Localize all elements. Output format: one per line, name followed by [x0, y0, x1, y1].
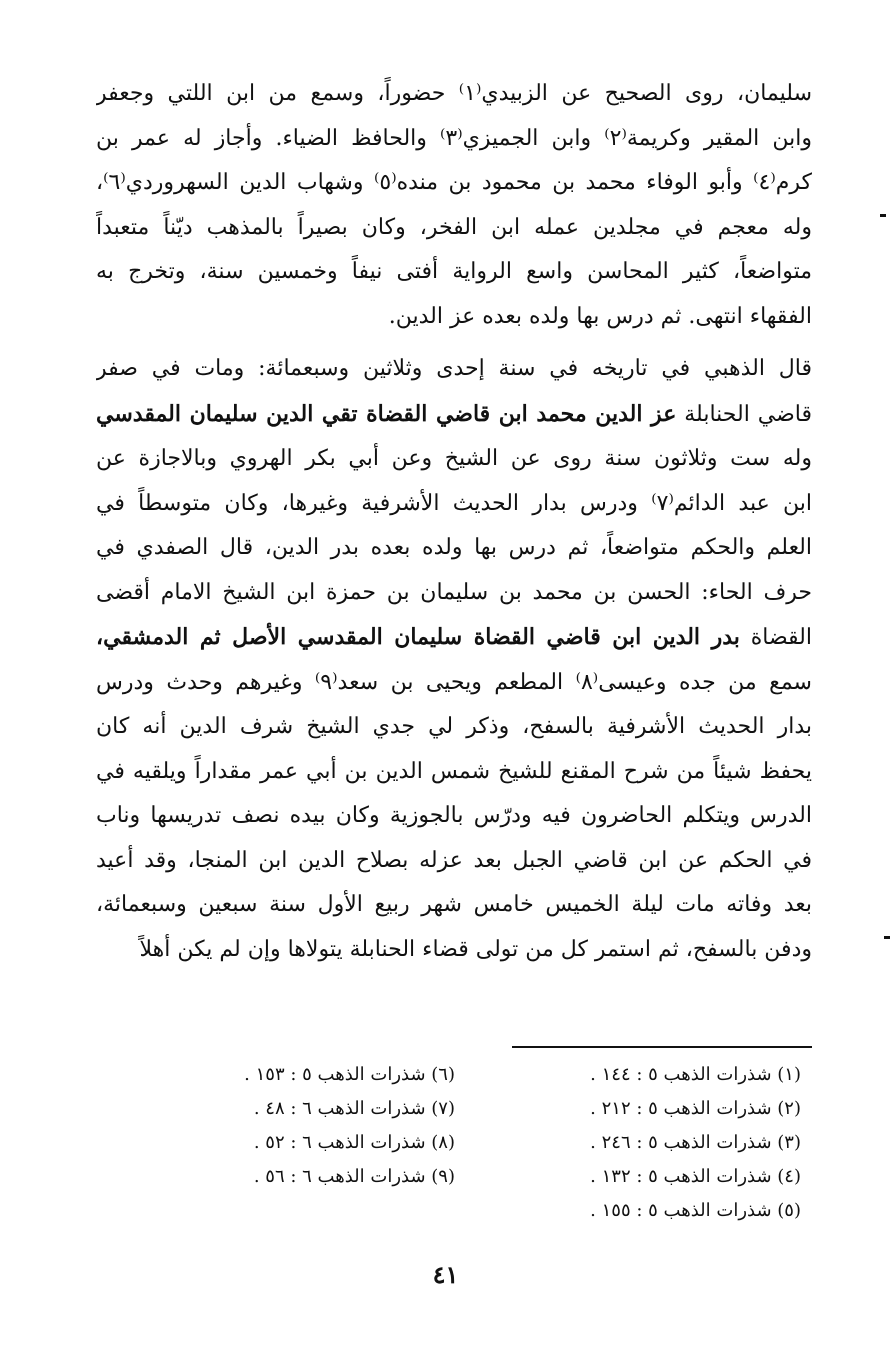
text-line	[96, 161, 812, 206]
text-run: القضاة	[739, 625, 812, 650]
text-run: حرف الحاء: الحسن بن محمد بن سليمان بن حمزة ابن الشيخ الامام أقضى	[96, 579, 812, 605]
text-line	[96, 615, 812, 661]
text-run: وابن المقير وكريمة⁽٢⁾ وابن الجميزي⁽٣⁾ والحافظ الضياء. وأجاز له عمر بن	[96, 125, 812, 151]
text-line	[96, 794, 812, 839]
text-run: في الحكم عن ابن قاضي الجبل بعد عزله بصلاح الدين ابن المنجا، وقد أعيد	[96, 847, 812, 873]
text-run: سمع من جده وعيسى⁽٨⁾ المطعم ويحيى بن سعد⁽٩⁾ وغيرهم وحدث ودرس	[96, 669, 812, 695]
paragraph	[96, 72, 812, 339]
footnote: (٩) شذرات الذهب ٦ : ٥٦ .	[253, 1166, 455, 1187]
text-line	[96, 705, 812, 750]
text-run: وله معجم في مجلدين عمله ابن الفخر، وكان بصيراً بالمذهب ديّناً متعبداً	[96, 214, 812, 240]
text-line	[96, 295, 812, 340]
footnotes-right-column	[551, 1058, 801, 1228]
text-line	[96, 72, 812, 117]
text-run: الدرس ويتكلم الحاضرون فيه ودرّس بالجوزية وكان بيده نصف تدريسها وناب	[96, 803, 812, 828]
page-number: ٤١	[432, 1260, 459, 1289]
footnote: (٤) شذرات الذهب ٥ : ١٣٢ .	[590, 1166, 801, 1187]
text-line	[96, 839, 812, 884]
text-line	[96, 250, 812, 295]
text-run: يحفظ شيئاً من شرح المقنع للشيخ شمس الدين بن أبي عمر مقداراً ويلقيه في	[96, 758, 812, 784]
footnote: (٢) شذرات الذهب ٥ : ٢١٢ .	[590, 1098, 801, 1119]
paragraph	[96, 347, 812, 972]
bold-name: عز الدين محمد ابن قاضي القضاة تقي الدين سليمان المقدسي	[96, 400, 677, 427]
text-run: كرم⁽٤⁾ وأبو الوفاء محمد بن محمود بن منده⁽٥⁾ وشهاب الدين السهروردي⁽٦⁾،	[96, 170, 812, 195]
bold-name: بدر الدين ابن قاضي القضاة سليمان المقدسي الأصل ثم الدمشقي،	[96, 624, 740, 650]
text-line	[96, 437, 812, 482]
text-run: ودفن بالسفح، ثم استمر كل من تولى قضاء الحنابلة يتولاها وإن لم يكن أهلاً	[139, 936, 812, 962]
text-run: الفقهاء انتهى. ثم درس بها ولده بعده عز الدين.	[388, 303, 812, 329]
footnotes-left-column	[205, 1058, 455, 1194]
text-line	[96, 206, 812, 251]
text-run: بدار الحديث الأشرفية بالسفح، وذكر لي جدي الشيخ شرف الدين أنه كان	[96, 714, 812, 739]
text-run: متواضعاً، كثير المحاسن واسع الرواية أفتى نيفاً وخمسين سنة، وتخرج به	[96, 259, 812, 284]
text-run: ابن عبد الدائم⁽٧⁾ ودرس بدار الحديث الأشرفية وغيرها، وكان متوسطاً في	[96, 490, 812, 516]
text-run: وله ست وثلاثون سنة روى عن الشيخ وعن أبي بكر الهروي وبالاجازة عن	[96, 446, 812, 471]
main-text	[96, 72, 812, 972]
margin-mark	[884, 936, 890, 939]
text-line	[96, 571, 812, 616]
text-line	[96, 482, 812, 527]
text-line	[96, 347, 812, 392]
text-run: قاضي الحنابلة	[676, 401, 812, 427]
text-line	[96, 661, 812, 706]
text-line	[96, 928, 812, 973]
footnote: (٥) شذرات الذهب ٥ : ١٥٥ .	[590, 1200, 801, 1221]
footnote: (٨) شذرات الذهب ٦ : ٥٢ .	[253, 1132, 455, 1153]
margin-mark	[880, 214, 886, 217]
text-run: العلم والحكم متواضعاً، ثم درس بها ولده بعده بدر الدين، قال الصفدي في	[96, 535, 812, 560]
text-run: قال الذهبي في تاريخه في سنة إحدى وثلاثين وسبعمائة: ومات في صفر	[96, 356, 812, 381]
text-run: سليمان، روى الصحيح عن الزبيدي⁽١⁾ حضوراً، وسمع من ابن اللتي وجعفر	[96, 81, 812, 106]
footnote: (٧) شذرات الذهب ٦ : ٤٨ .	[253, 1098, 455, 1119]
text-line	[96, 117, 812, 162]
text-line	[96, 392, 812, 438]
text-line	[96, 883, 812, 928]
text-line	[96, 750, 812, 795]
footnote: (٦) شذرات الذهب ٥ : ١٥٣ .	[244, 1064, 455, 1085]
footnote-separator	[512, 1046, 812, 1048]
text-run: بعد وفاته مات ليلة الخميس خامس شهر ربيع الأول سنة سبعين وسبعمائة،	[96, 892, 812, 917]
footnote: (٣) شذرات الذهب ٥ : ٢٤٦ .	[590, 1132, 801, 1153]
footnote: (١) شذرات الذهب ٥ : ١٤٤ .	[590, 1064, 801, 1085]
text-line	[96, 526, 812, 571]
